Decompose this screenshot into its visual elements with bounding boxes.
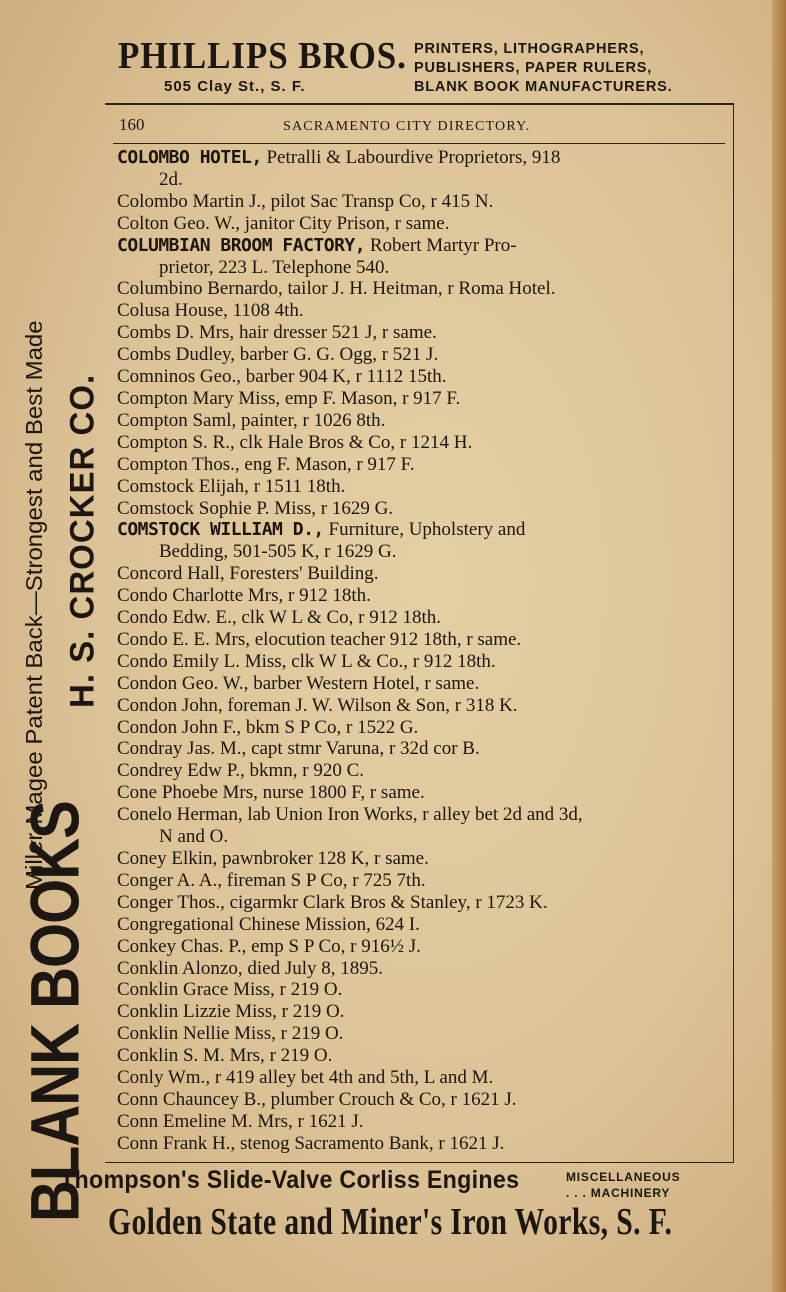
entry-details: painter, r 1026 8th. — [236, 409, 386, 431]
directory-entry — [117, 213, 719, 235]
entry-name: Concord Hall, — [117, 563, 225, 585]
entry-name: Conklin Nellie Miss, — [117, 1023, 276, 1045]
entry-name: Condon Geo. W., — [117, 672, 249, 694]
entry-line — [117, 717, 719, 739]
entry-line — [117, 1111, 719, 1133]
entry-name: Conn Frank H., — [117, 1132, 236, 1154]
directory-entry — [117, 585, 719, 607]
entry-continuation: prietor, 223 L. Telephone 540. — [159, 256, 390, 278]
entry-details: nurse 1800 F, r same. — [257, 782, 425, 804]
entry-continuation: 2d. — [159, 168, 183, 190]
entry-details: clk W L & Co, r 912 18th. — [236, 607, 442, 629]
entry-line — [117, 892, 719, 914]
entry-name: Comninos Geo., — [117, 366, 242, 388]
directory-entry — [117, 629, 719, 651]
directory-entry — [117, 717, 719, 739]
entry-name: Condo Charlotte Mrs, — [117, 585, 284, 607]
entry-name: Compton Mary Miss, — [117, 387, 281, 409]
entry-name: Conklin Alonzo, — [117, 957, 243, 979]
directory-entry — [117, 366, 719, 388]
running-head: SACRAMENTO CITY DIRECTORY. — [283, 119, 531, 134]
directory-entry — [117, 1111, 719, 1133]
entry-name: COMSTOCK WILLIAM D., — [117, 519, 324, 541]
entry-line — [117, 782, 719, 804]
entry-name: Cone Phoebe Mrs, — [117, 782, 258, 804]
entry-line — [117, 191, 719, 213]
entry-line — [117, 278, 719, 300]
entry-details: emp S P Co, r 916½ J. — [246, 935, 421, 957]
entry-line — [117, 213, 719, 235]
entry-details: 1108 4th. — [227, 300, 304, 322]
bottom-advertisement — [0, 1160, 786, 1290]
entry-name: Conger Thos., — [117, 891, 225, 913]
golden-state-text: Golden State and Miner's Iron Works, S. F. — [108, 1201, 673, 1243]
entry-line — [117, 673, 719, 695]
entry-line — [117, 848, 719, 870]
entry-line — [117, 1133, 719, 1155]
directory-entry — [117, 870, 719, 892]
entry-details: r 219 O. — [275, 1023, 344, 1045]
entry-details: elocution teacher 912 18th, r same. — [250, 628, 522, 650]
thompson-engines-text: Thompson's Slide-Valve Corliss Engines — [60, 1166, 520, 1194]
entry-name: Compton S. R., — [117, 431, 235, 453]
entry-details: barber G. G. Ogg, r 521 J. — [235, 344, 439, 366]
entry-line — [117, 563, 719, 585]
entry-details: bkm S P Co, r 1522 G. — [241, 716, 419, 738]
directory-entry — [117, 936, 719, 958]
directory-entry — [117, 410, 719, 432]
directory-entry — [117, 191, 719, 213]
entry-name: Conn Chauncey B., — [117, 1088, 266, 1110]
entry-line — [117, 958, 719, 980]
directory-entry — [117, 519, 719, 563]
entry-continuation: Bedding, 501-505 K, r 1629 G. — [159, 541, 397, 563]
entry-name: Conelo Herman, — [117, 804, 243, 826]
entry-details: Furniture, Upholstery and — [323, 519, 526, 541]
crocker-company-text: H. S. CROCKER CO. — [62, 373, 101, 708]
directory-entry — [117, 738, 719, 760]
entry-name: Conn Emeline M. Mrs, — [117, 1110, 293, 1132]
directory-entry — [117, 848, 719, 870]
entry-line — [117, 410, 719, 432]
miller-magee-text: Miller-Magee Patent Back—Strongest and Best Made — [22, 320, 48, 890]
entry-details: tailor J. H. Heitman, r Roma Hotel. — [282, 278, 556, 300]
entry-line — [117, 388, 719, 410]
entry-details: r 219 O. — [276, 1001, 345, 1023]
entry-line — [117, 1001, 719, 1023]
entry-name: Condo Emily L. Miss, — [117, 650, 287, 672]
entry-name: Combs D. Mrs, — [117, 322, 235, 344]
directory-entry — [117, 432, 719, 454]
directory-entry — [117, 607, 719, 629]
directory-entry — [117, 1089, 719, 1111]
entry-name: Colusa House, — [117, 300, 228, 322]
entry-line — [117, 760, 719, 782]
directory-entry — [117, 958, 719, 980]
entry-name: Colombo Martin J., — [117, 190, 266, 212]
directory-entry — [117, 782, 719, 804]
directory-entry — [117, 1001, 719, 1023]
entry-name: Conklin Grace Miss, — [117, 979, 275, 1001]
entry-line — [117, 1067, 719, 1089]
entry-name: Condrey Edw P., — [117, 760, 245, 782]
directory-entry — [117, 804, 719, 848]
entry-continuation: N and O. — [159, 826, 229, 848]
entry-line — [117, 476, 719, 498]
misc-line: MISCELLANEOUS — [566, 1170, 681, 1184]
top-advertisement — [112, 34, 732, 104]
entry-name: Condo E. E. Mrs, — [117, 628, 250, 650]
entry-details: foreman J. W. Wilson & Son, r 318 K. — [222, 694, 518, 716]
entry-name: Compton Thos., — [117, 453, 240, 475]
entry-details: cigarmkr Clark Bros & Stanley, r 1723 K. — [224, 891, 548, 913]
service-line: PUBLISHERS, PAPER RULERS, — [414, 60, 653, 76]
entry-line — [117, 607, 719, 629]
directory-entry — [117, 1023, 719, 1045]
directory-box — [105, 103, 734, 1163]
entry-name: COLUMBIAN BROOM FACTORY, — [117, 234, 366, 256]
directory-entry — [117, 476, 719, 498]
entry-details: pawnbroker 128 K, r same. — [217, 848, 429, 869]
entry-details: r 219 O. — [274, 979, 343, 1001]
entry-details: 624 I. — [370, 913, 420, 935]
directory-entry — [117, 651, 719, 673]
entry-details: r 1629 G. — [316, 497, 394, 519]
directory-entry — [117, 498, 719, 520]
entry-name: Condray Jas. M., — [117, 738, 247, 760]
entry-line — [117, 585, 719, 607]
entry-details: died July 8, 1895. — [242, 957, 384, 979]
entry-line — [117, 936, 719, 958]
entry-line — [117, 322, 719, 344]
service-line: PRINTERS, LITHOGRAPHERS, — [414, 41, 645, 57]
service-line: BLANK BOOK MANUFACTURERS. — [414, 79, 673, 95]
entry-name: Condon John F., — [117, 716, 242, 738]
entry-details: Petralli & Labourdive Proprietors, 918 — [261, 147, 561, 168]
entry-line — [117, 695, 719, 717]
entry-name: Congregational Chinese Mission, — [117, 913, 371, 935]
entry-details: bkmn, r 920 C. — [244, 760, 365, 782]
directory-entry — [117, 760, 719, 782]
directory-entry — [117, 344, 719, 366]
entry-name: Condo Edw. E., — [117, 607, 237, 629]
entry-line — [117, 300, 719, 322]
entry-name: Combs Dudley, — [117, 344, 236, 366]
blank-books-text: BLANK BOOKS — [17, 801, 94, 1222]
entry-details: clk Hale Bros & Co, r 1214 H. — [234, 431, 473, 453]
entry-line — [117, 1023, 719, 1045]
entry-details: barber 904 K, r 1112 15th. — [241, 366, 447, 388]
entry-details: janitor City Prison, r same. — [239, 212, 450, 234]
directory-entry — [117, 563, 719, 585]
entry-details: plumber Crouch & Co, r 1621 J. — [265, 1088, 517, 1110]
machinery-label — [566, 1169, 680, 1201]
entry-details: Robert Martyr Pro- — [365, 234, 517, 256]
entry-name: Compton Saml, — [117, 409, 237, 431]
entry-line — [117, 454, 719, 476]
entry-name: Conkey Chas. P., — [117, 935, 247, 957]
advertiser-name: PHILLIPS BROS. — [118, 35, 407, 77]
entry-details: clk W L & Co., r 912 18th. — [286, 650, 496, 672]
directory-entry — [117, 300, 719, 322]
entry-line — [117, 1089, 719, 1111]
directory-entry — [117, 454, 719, 476]
entry-line — [117, 366, 719, 388]
entry-name: COLOMBO HOTEL, — [117, 147, 262, 168]
entry-name: Conly Wm., — [117, 1067, 211, 1089]
entry-line — [117, 870, 719, 892]
entry-details: r 1621 J. — [292, 1110, 364, 1132]
entry-details: lab Union Iron Works, r alley bet 2d and 3d, — [242, 804, 583, 826]
entry-line — [117, 235, 719, 257]
directory-entry — [117, 979, 719, 1001]
directory-entry — [117, 695, 719, 717]
entry-name: Comstock Sophie P. Miss, — [117, 497, 317, 519]
directory-entry — [117, 147, 719, 191]
page-number: 160 — [119, 115, 145, 134]
misc-line: . . . MACHINERY — [566, 1186, 671, 1200]
entry-details: r 1511 18th. — [248, 475, 346, 497]
header-rule — [113, 143, 725, 144]
directory-entry — [117, 1045, 719, 1067]
entry-details: barber Western Hotel, r same. — [248, 672, 480, 694]
entry-line — [117, 147, 719, 169]
entry-line — [117, 519, 719, 541]
directory-entry — [117, 892, 719, 914]
directory-entry — [117, 235, 719, 279]
entry-line — [117, 738, 719, 760]
entry-line — [117, 979, 719, 1001]
entry-line — [117, 804, 719, 826]
directory-entry — [117, 914, 719, 936]
entry-name: Condon John, — [117, 694, 223, 716]
entry-details: eng F. Mason, r 917 F. — [239, 453, 415, 475]
entry-line — [117, 1045, 719, 1067]
entry-details: emp F. Mason, r 917 F. — [280, 387, 461, 409]
entry-name: Comstock Elijah, — [117, 475, 249, 497]
entry-line — [117, 498, 719, 520]
entry-name: Colton Geo. W., — [117, 212, 240, 234]
entry-details: r 912 18th. — [283, 585, 371, 607]
directory-entry — [117, 388, 719, 410]
entry-line — [117, 651, 719, 673]
entry-details: capt stmr Varuna, r 32d cor B. — [246, 738, 480, 760]
entry-line — [117, 432, 719, 454]
left-advertisement — [0, 60, 105, 1222]
entry-name: Conklin Lizzie Miss, — [117, 1001, 277, 1023]
entry-name: Conger A. A., — [117, 869, 223, 891]
entry-details: stenog Sacramento Bank, r 1621 J. — [235, 1132, 505, 1154]
advertiser-services — [414, 40, 672, 97]
entry-line — [117, 344, 719, 366]
entry-line — [117, 629, 719, 651]
page-edge — [772, 0, 786, 1292]
directory-entry — [117, 1133, 719, 1155]
entry-line — [117, 914, 719, 936]
entry-details: hair dresser 521 J, r same. — [234, 322, 437, 344]
directory-entry — [117, 1067, 719, 1089]
directory-entry — [117, 673, 719, 695]
directory-entries — [117, 147, 719, 1155]
entry-name: Columbino Bernardo, — [117, 278, 283, 300]
entry-details: r 419 alley bet 4th and 5th, L and M. — [210, 1067, 494, 1089]
directory-entry — [117, 278, 719, 300]
entry-details: Foresters' Building. — [224, 563, 379, 585]
entry-details: fireman S P Co, r 725 7th. — [222, 869, 426, 891]
entry-name: Conklin S. M. Mrs, — [117, 1045, 265, 1067]
directory-entry — [117, 322, 719, 344]
advertiser-address: 505 Clay St., S. F. — [164, 78, 306, 95]
entry-details: r 219 O. — [264, 1045, 333, 1067]
entry-details: pilot Sac Transp Co, r 415 N. — [265, 190, 494, 212]
entry-name: Coney Elkin, — [117, 848, 218, 869]
